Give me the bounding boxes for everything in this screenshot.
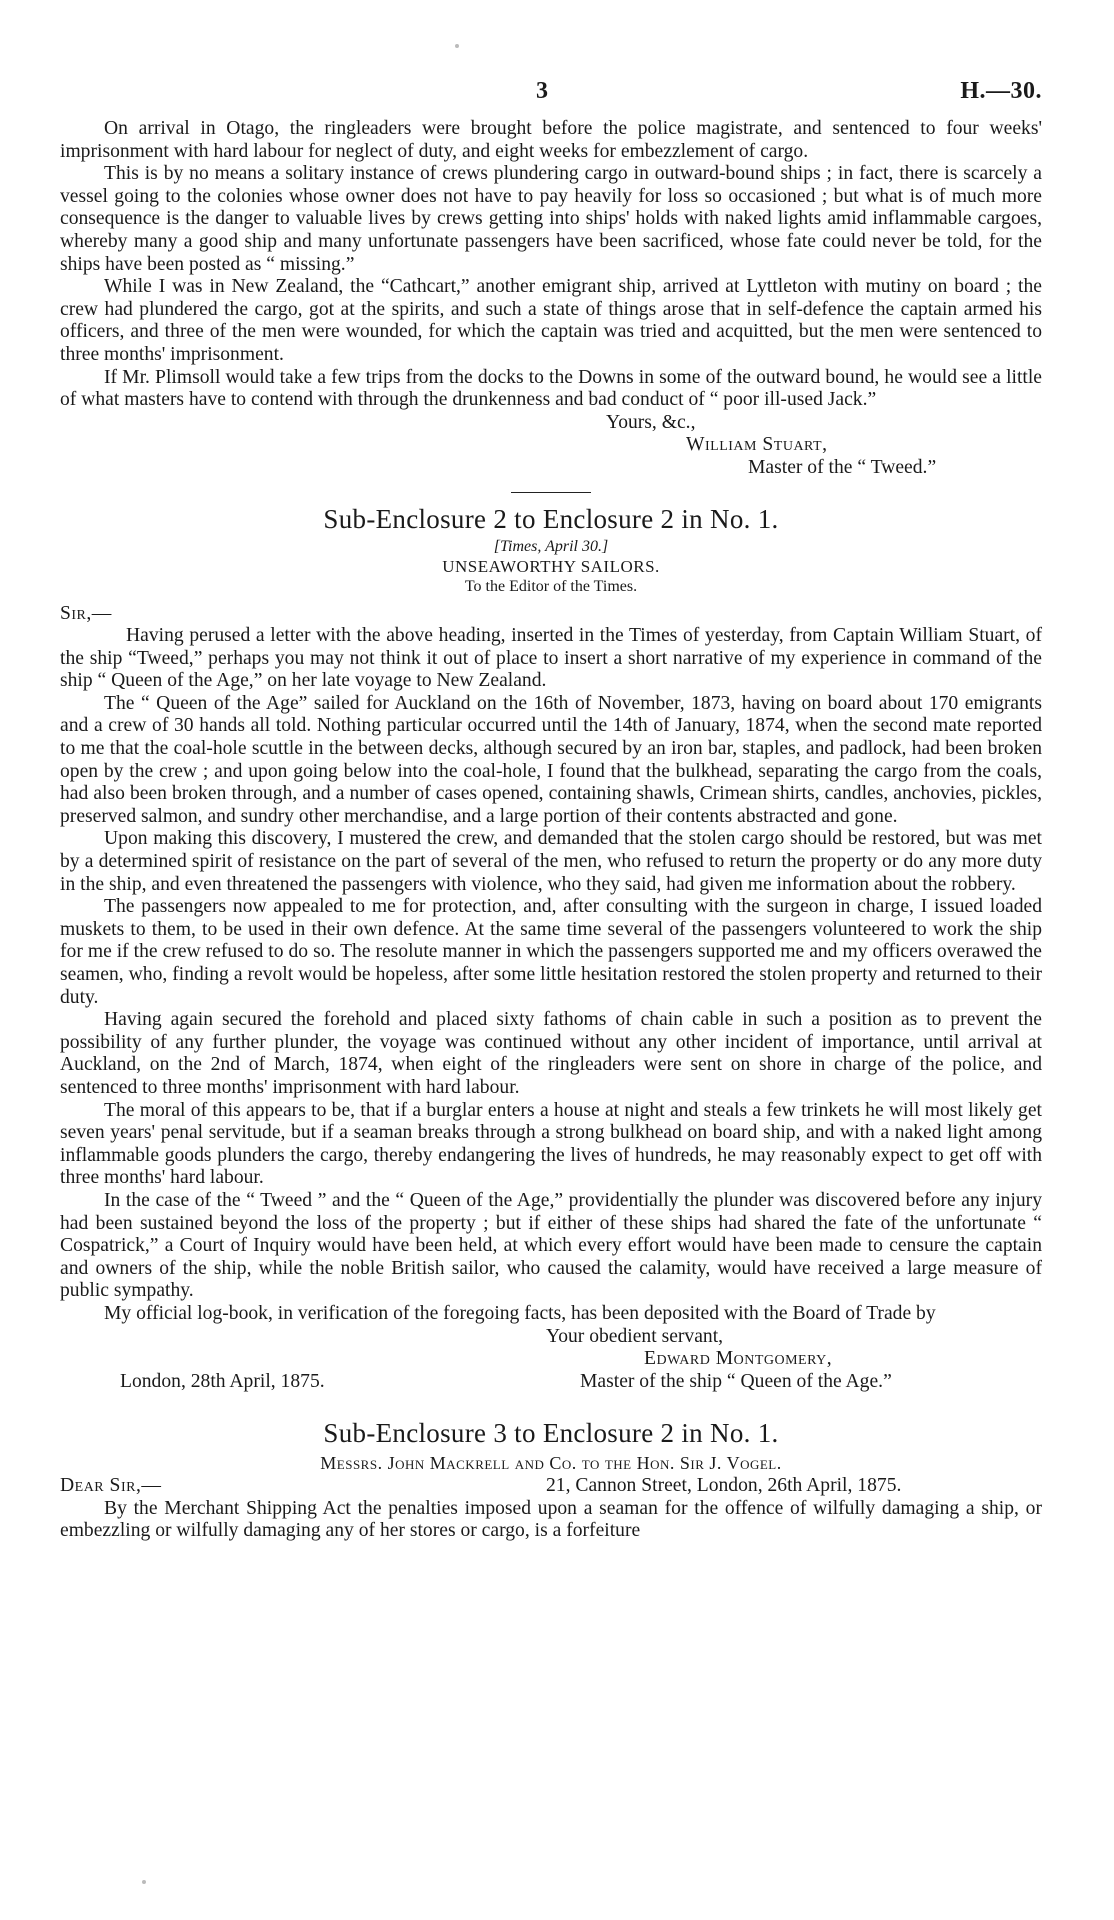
paragraph: If Mr. Plimsoll would take a few trips from the docks to the Downs in some of the outward bound, he would see a little of what masters have to contend with through the drunkenness and bad conduct of “ poor ill-used Jack.” <box>60 366 1042 411</box>
article-title: UNSEAWORTHY SAILORS. <box>442 556 660 576</box>
scan-speck <box>142 1880 146 1884</box>
sub-enclosure-3 <box>60 1417 1042 1543</box>
closing: Your obedient servant, <box>546 1325 724 1347</box>
signer-line <box>60 434 1042 457</box>
paragraph: By the Merchant Shipping Act the penalties imposed upon a seaman for the offence of wilfully damaging a ship, or embezzling or wilfully damaging any of her stores or cargo, is a forfeiture <box>60 1497 1042 1542</box>
closing-line <box>60 1326 1042 1349</box>
scan-speck <box>455 44 459 48</box>
addressee-line: To the Editor of the Times. <box>464 577 638 595</box>
signer-name: William Stuart, <box>686 434 828 456</box>
paragraph: This is by no means a solitary instance of crews plundering cargo in outward-bound ships ; in fact, there is scarcely a vessel going to the colonies whose owner does not have to pay heavily for loss so occasioned ; but what is of much more consequence is the danger to valuable lives by crews getting into ships' holds with naked lights amid inflammable cargoes, whereby many a good ship and many unfortunate passengers have been sacrificed, whose fate could never be told, for the ships have been posted as “ missing.” <box>60 163 1042 275</box>
paragraph: Upon making this discovery, I mustered the crew, and demanded that the stolen cargo should be restored, but was met by a determined spirit of resistance on the part of several of the men, who refused to return the property or do any more duty in the ship, and even threatened the passengers with violence, who they said, had given me information about the robbery. <box>60 828 1042 895</box>
paragraph: The “ Queen of the Age” sailed for Auckland on the 16th of November, 1873, having on board about 170 emigrants and a crew of 30 hands all told. Nothing particular occurred until the 14th of January, 1874, when the second mate reported to me that the coal-hole scuttle in the between decks, although secured by an iron bar, staples, and padlock, had been broken open by the crew ; and upon going below into the coal-hole, I found that the bulkhead, separating the cargo from the coals, had also been broken through, and a number of cases opened, containing shawls, Crimean shirts, candles, anchovies, pickles, preserved salmon, and sundry other merchandise, and a large portion of their contents abstracted and gone. <box>60 692 1042 827</box>
page-number: 3 <box>536 78 548 104</box>
signer-name: Edward Montgomery, <box>644 1348 833 1370</box>
correspondence-line: Messrs. John Mackrell and Co. to the Hon. Sir J. Vogel. <box>320 1453 782 1474</box>
signer-title-line <box>60 457 1042 480</box>
document-reference: H.—30. <box>960 78 1042 104</box>
paragraph: My official log-book, in verification of the foregoing facts, has been deposited with the Board of Trade by <box>104 1302 936 1324</box>
page-header <box>60 70 1042 118</box>
paragraph: Having again secured the forehold and placed sixty fathoms of chain cable in such a position as to prevent the possibility of any further plunder, the voyage was continued without any other incident of importance, until arrival at Auckland, on the 2nd of March, 1874, when eight of the ringleaders were sent on shore in charge of the police, and sentenced to three months' imprisonment with hard labour. <box>60 1009 1042 1098</box>
letter-stuart <box>60 118 1042 480</box>
sub-enclosure-2 <box>60 503 1042 1394</box>
section-heading: Sub-Enclosure 2 to Enclosure 2 in No. 1. <box>323 503 779 534</box>
signer-line <box>60 1348 1042 1371</box>
section-heading: Sub-Enclosure 3 to Enclosure 2 in No. 1. <box>323 1418 779 1449</box>
closing: Yours, &c., <box>606 411 696 433</box>
paragraph: Having perused a letter with the above heading, inserted in the Times of yesterday, from Captain William Stuart, of the ship “Tweed,” perhaps you may not think it out of place to insert a short narrative of my experience in command of the ship “ Queen of the Age,” on her late voyage to New Zealand. <box>60 625 1042 692</box>
paragraph: While I was in New Zealand, the “Cathcart,” another emigrant ship, arrived at Lyttleton with mutiny on board ; the crew had plundered the cargo, got at the spirits, and such a state of things arose that in self-defence the captain armed his officers, and three of the men were wounded, for which the captain was tried and acquitted, but the men were sentenced to three months' imprisonment. <box>60 276 1042 365</box>
address-date: 21, Cannon Street, London, 26th April, 1875. <box>546 1475 902 1497</box>
salutation: Sir,— <box>60 602 112 624</box>
salutation: Dear Sir,— <box>60 1475 162 1497</box>
salutation-line <box>60 1475 1042 1498</box>
paragraph: The moral of this appears to be, that if a burglar enters a house at night and steals a few trinkets he will most likely get seven years' penal servitude, but if a seaman breaks through a strong bulkhead on board ship, and with a naked light among inflammable goods plunders the cargo, thereby endangering the lives of hundreds, he may reasonably expect to get off with three months' hard labour. <box>60 1099 1042 1189</box>
section-divider <box>511 492 591 493</box>
place-date-line <box>60 1371 1042 1394</box>
source-line: [Times, April 30.] <box>493 537 609 555</box>
signer-title: Master of the “ Tweed.” <box>748 456 937 478</box>
paragraph: The passengers now appealed to me for protection, and, after consulting with the surgeon in charge, I issued loaded muskets to them, to be used in their own defence. At the same time several of the passengers volunteered to work the ship for me if the crew refused to do so. The resolute manner in which the passengers supported me and my officers overawed the seamen, who, finding a revolt would be hopeless, after some little hesitation restored the stolen property and returned to their duty. <box>60 896 1042 1008</box>
paragraph: On arrival in Otago, the ringleaders were brought before the police magistrate, and sentenced to four weeks' imprisonment with hard labour for neglect of duty, and eight weeks for embezzlement of cargo. <box>60 118 1042 162</box>
closing-line <box>60 412 1042 435</box>
signer-title: Master of the ship “ Queen of the Age.” <box>580 1370 892 1392</box>
paragraph: In the case of the “ Tweed ” and the “ Queen of the Age,” providentially the plunder was discovered before any injury had been sustained beyond the loss of the property ; but if either of these ships had shared the fate of the unfortunate “ Cospatrick,” a Court of Inquiry would have been held, at which every effort would have been made to censure the captain and owners of the ship, while the noble British sailor, who caused the calamity, would have received a large measure of public sympathy. <box>60 1189 1042 1302</box>
place-date: London, 28th April, 1875. <box>120 1370 325 1392</box>
